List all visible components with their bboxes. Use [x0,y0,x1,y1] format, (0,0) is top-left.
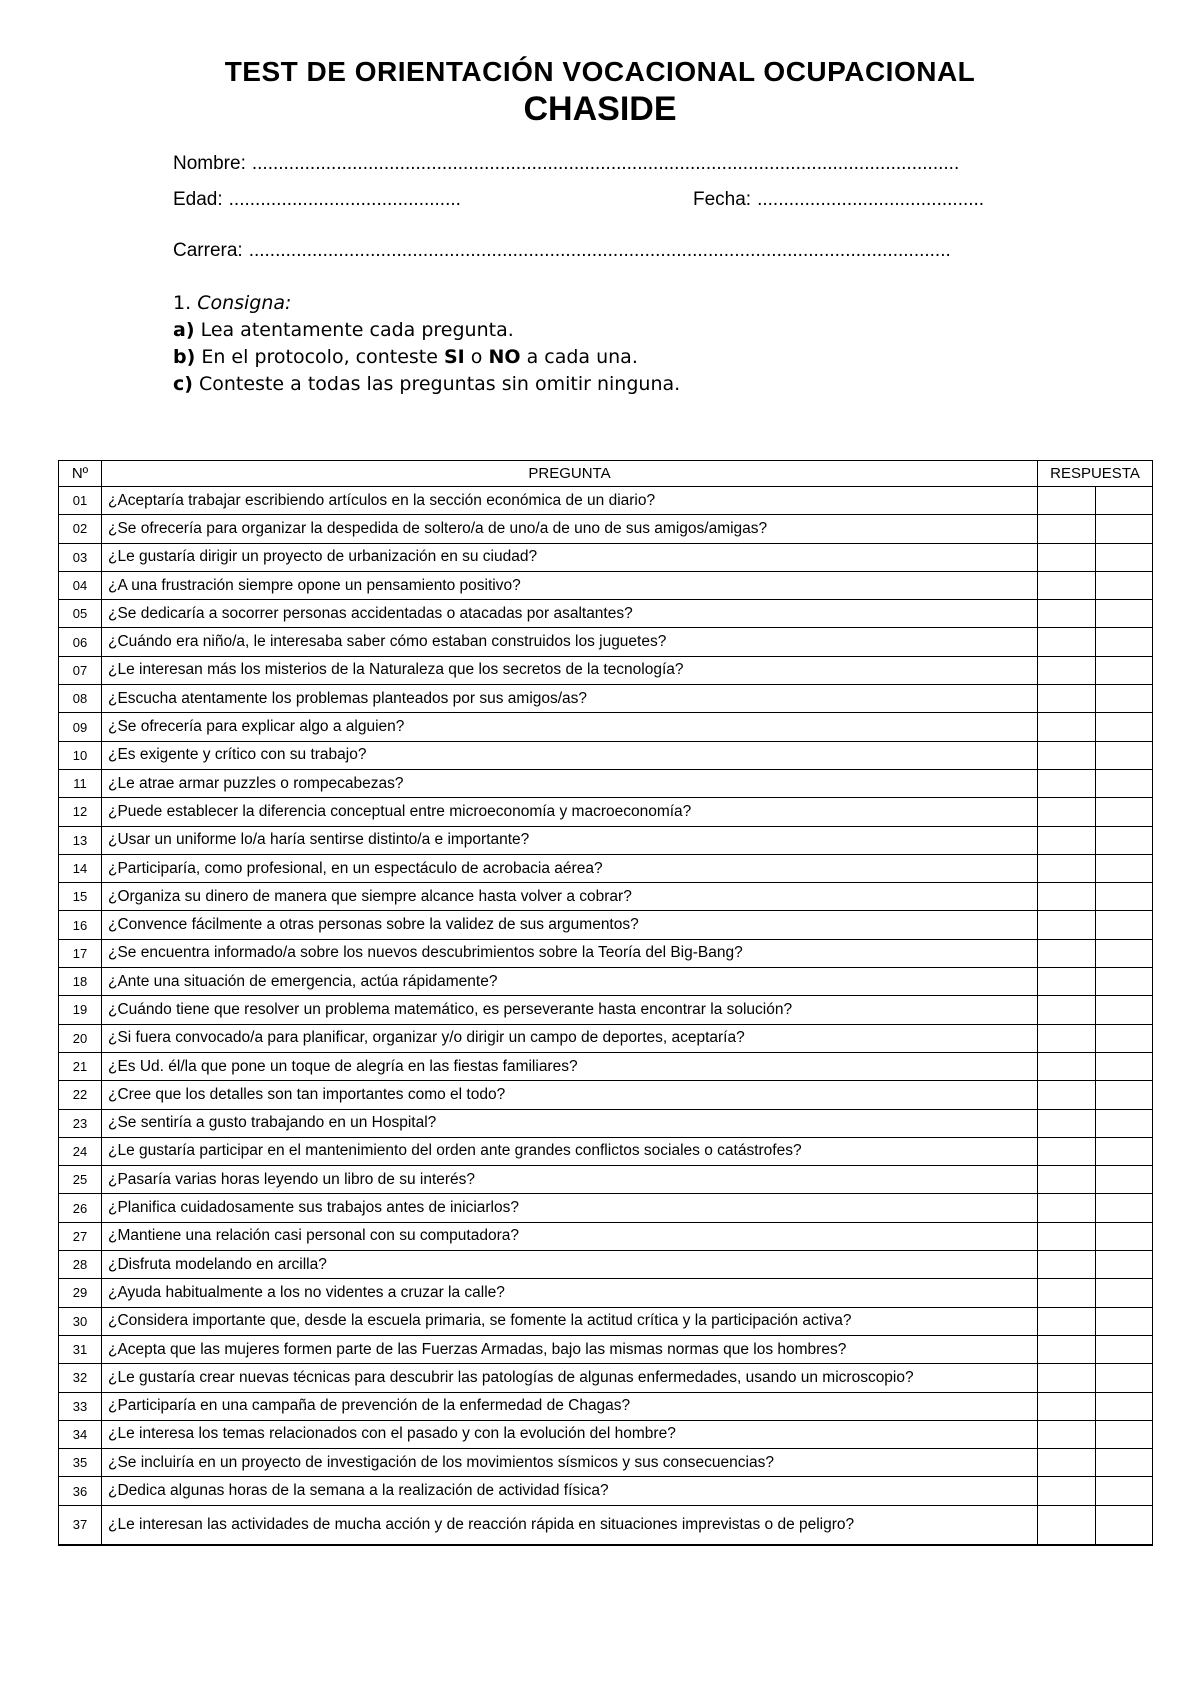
answer-cell-b[interactable] [1095,826,1153,854]
answer-cell-b[interactable] [1095,628,1153,656]
answer-cell-a[interactable] [1038,1335,1096,1363]
question-number: 18 [59,968,102,996]
answer-cell-a[interactable] [1038,1392,1096,1420]
table-row [59,968,1153,996]
question-number: 16 [59,911,102,939]
fecha-blank[interactable]: ........................................... [757,189,985,210]
carrera-blank[interactable]: ..................................................................................................................................... [248,240,951,261]
answer-cell-b[interactable] [1095,1477,1153,1505]
question-number: 33 [59,1392,102,1420]
question-text: ¿Si fuera convocado/a para planificar, organizar y/o dirigir un campo de deportes, aceptaría? [102,1024,1038,1052]
question-text: ¿Convence fácilmente a otras personas sobre la validez de sus argumentos? [102,911,1038,939]
question-number: 19 [59,996,102,1024]
nombre-label: Nombre: [173,153,246,174]
answer-cell-a[interactable] [1038,487,1096,515]
question-text: ¿Aceptaría trabajar escribiendo artículos en la sección económica de un diario? [102,487,1038,515]
question-text: ¿Planifica cuidadosamente sus trabajos antes de iniciarlos? [102,1194,1038,1222]
instruction-b-no: NO [488,346,521,368]
question-text: ¿Es exigente y crítico con su trabajo? [102,741,1038,769]
answer-cell-b[interactable] [1095,1307,1153,1335]
carrera-field[interactable] [173,240,951,262]
answer-cell-a[interactable] [1038,1109,1096,1137]
question-number: 12 [59,798,102,826]
question-text: ¿Organiza su dinero de manera que siempre alcance hasta volver a cobrar? [102,883,1038,911]
table-row [59,939,1153,967]
answer-cell-b[interactable] [1095,1279,1153,1307]
table-row [59,883,1153,911]
question-text: ¿Considera importante que, desde la escuela primaria, se fomente la actitud crítica y la participación activa? [102,1307,1038,1335]
question-number: 02 [59,515,102,543]
table-row [59,1335,1153,1363]
question-text: ¿Se sentiría a gusto trabajando en un Hospital? [102,1109,1038,1137]
table-row [59,1081,1153,1109]
nombre-field[interactable] [173,153,959,175]
table-row [59,1052,1153,1080]
table-row [59,1251,1153,1279]
answer-cell-a[interactable] [1038,854,1096,882]
question-text: ¿Escucha atentamente los problemas planteados por sus amigos/as? [102,685,1038,713]
questions-table [58,460,1153,1546]
instruction-a [173,317,680,344]
table-row [59,1194,1153,1222]
table-row [59,1279,1153,1307]
answer-cell-b[interactable] [1095,996,1153,1024]
answer-cell-a[interactable] [1038,713,1096,741]
table-row [59,1024,1153,1052]
question-text: ¿Puede establecer la diferencia conceptual entre microeconomía y macroeconomía? [102,798,1038,826]
question-text: ¿Le gustaría participar en el mantenimiento del orden ante grandes conflictos sociales o catástrofes? [102,1137,1038,1165]
questions-body [59,487,1153,1545]
question-text: ¿Se dedicaría a socorrer personas accidentadas o atacadas por asaltantes? [102,600,1038,628]
answer-cell-a[interactable] [1038,1449,1096,1477]
edad-field[interactable] [173,189,461,211]
answer-cell-b[interactable] [1095,713,1153,741]
answer-cell-b[interactable] [1095,1109,1153,1137]
table-row [59,713,1153,741]
question-number: 26 [59,1194,102,1222]
answer-cell-b[interactable] [1095,1392,1153,1420]
answer-cell-b[interactable] [1095,515,1153,543]
question-number: 14 [59,854,102,882]
table-row [59,1137,1153,1165]
question-number: 24 [59,1137,102,1165]
answer-cell-b[interactable] [1095,741,1153,769]
question-text: ¿Ante una situación de emergencia, actúa rápidamente? [102,968,1038,996]
question-text: ¿Usar un uniforme lo/a haría sentirse distinto/a e importante? [102,826,1038,854]
table-row [59,911,1153,939]
table-row [59,1477,1153,1505]
instruction-b-text-1: En el protocolo, conteste [201,346,438,368]
table-row [59,1449,1153,1477]
table-row [59,1420,1153,1448]
answer-cell-a[interactable] [1038,571,1096,599]
instruction-a-letter: a) [173,319,195,341]
answer-cell-b[interactable] [1095,571,1153,599]
question-number: 21 [59,1052,102,1080]
answer-cell-a[interactable] [1038,1024,1096,1052]
answer-cell-a[interactable] [1038,685,1096,713]
instruction-b [173,344,680,371]
answer-cell-b[interactable] [1095,1222,1153,1250]
table-row [59,656,1153,684]
table-row [59,600,1153,628]
question-text: ¿Participaría en una campaña de prevención de la enfermedad de Chagas? [102,1392,1038,1420]
table-row [59,769,1153,797]
question-text: ¿Le interesa los temas relacionados con el pasado y con la evolución del hombre? [102,1420,1038,1448]
table-row [59,1109,1153,1137]
answer-cell-b[interactable] [1095,600,1153,628]
nombre-blank[interactable]: ...................................................................................................................................... [251,153,960,174]
instructions-heading [173,290,680,317]
document-title: TEST DE ORIENTACIÓN VOCACIONAL OCUPACIONAL [224,56,976,87]
answer-cell-a[interactable] [1038,600,1096,628]
answer-cell-a[interactable] [1038,628,1096,656]
answer-cell-a[interactable] [1038,543,1096,571]
question-text: ¿Se encuentra informado/a sobre los nuevos descubrimientos sobre la Teoría del Big-Bang? [102,939,1038,967]
instructions-title: Consigna: [197,292,292,314]
answer-cell-a[interactable] [1038,1081,1096,1109]
table-row [59,1307,1153,1335]
answer-cell-a[interactable] [1038,1279,1096,1307]
question-text: ¿Ayuda habitualmente a los no videntes a cruzar la calle? [102,1279,1038,1307]
question-text: ¿Se ofrecería para organizar la despedida de soltero/a de uno/a de uno de sus amigos/amigas? [102,515,1038,543]
question-text: ¿Participaría, como profesional, en un espectáculo de acrobacia aérea? [102,854,1038,882]
carrera-label: Carrera: [173,240,243,261]
table-row [59,543,1153,571]
question-number: 22 [59,1081,102,1109]
question-text: ¿A una frustración siempre opone un pensamiento positivo? [102,571,1038,599]
table-row [59,826,1153,854]
instruction-b-si: SI [443,346,465,368]
question-number: 11 [59,769,102,797]
question-number: 20 [59,1024,102,1052]
table-row [59,854,1153,882]
question-text: ¿Disfruta modelando en arcilla? [102,1251,1038,1279]
answer-cell-a[interactable] [1038,1307,1096,1335]
answer-cell-a[interactable] [1038,1222,1096,1250]
answer-cell-a[interactable] [1038,1251,1096,1279]
answer-cell-a[interactable] [1038,883,1096,911]
answer-cell-a[interactable] [1038,1420,1096,1448]
question-number: 32 [59,1364,102,1392]
answer-cell-b[interactable] [1095,1420,1153,1448]
answer-cell-a[interactable] [1038,515,1096,543]
question-number: 04 [59,571,102,599]
answer-cell-b[interactable] [1095,769,1153,797]
question-number: 13 [59,826,102,854]
answer-cell-a[interactable] [1038,769,1096,797]
edad-label: Edad: [173,189,223,210]
question-number: 03 [59,543,102,571]
answer-cell-b[interactable] [1095,1505,1153,1545]
question-number: 17 [59,939,102,967]
answer-cell-a[interactable] [1038,968,1096,996]
table-row [59,798,1153,826]
table-row [59,1392,1153,1420]
table-row [59,628,1153,656]
answer-cell-b[interactable] [1095,1251,1153,1279]
table-row [59,1166,1153,1194]
answer-cell-b[interactable] [1095,1024,1153,1052]
answer-cell-b[interactable] [1095,1335,1153,1363]
answer-cell-b[interactable] [1095,968,1153,996]
question-number: 30 [59,1307,102,1335]
fecha-label: Fecha: [693,189,752,210]
answer-cell-b[interactable] [1095,1052,1153,1080]
edad-blank[interactable]: ............................................ [228,189,461,210]
instruction-b-letter: b) [173,346,196,368]
question-number: 36 [59,1477,102,1505]
answer-cell-b[interactable] [1095,685,1153,713]
answer-cell-a[interactable] [1038,1137,1096,1165]
answer-cell-b[interactable] [1095,1194,1153,1222]
answer-cell-a[interactable] [1038,1477,1096,1505]
table-row [59,515,1153,543]
instruction-c-letter: c) [173,373,193,395]
question-number: 31 [59,1335,102,1363]
question-text: ¿Dedica algunas horas de la semana a la realización de actividad física? [102,1477,1038,1505]
answer-cell-a[interactable] [1038,741,1096,769]
question-text: ¿Cree que los detalles son tan importantes como el todo? [102,1081,1038,1109]
answer-cell-a[interactable] [1038,1364,1096,1392]
question-text: ¿Le gustaría dirigir un proyecto de urbanización en su ciudad? [102,543,1038,571]
question-number: 07 [59,656,102,684]
header-answer: RESPUESTA [1038,461,1153,487]
question-number: 29 [59,1279,102,1307]
question-text: ¿Cuándo era niño/a, le interesaba saber cómo estaban construidos los juguetes? [102,628,1038,656]
answer-cell-b[interactable] [1095,1081,1153,1109]
question-number: 35 [59,1449,102,1477]
question-number: 28 [59,1251,102,1279]
header-question: PREGUNTA [102,461,1038,487]
table-row [59,487,1153,515]
answer-cell-a[interactable] [1038,1194,1096,1222]
answer-cell-b[interactable] [1095,939,1153,967]
answer-cell-b[interactable] [1095,487,1153,515]
instruction-b-text-2: a cada una. [526,346,638,368]
question-number: 10 [59,741,102,769]
answer-cell-b[interactable] [1095,854,1153,882]
question-number: 08 [59,685,102,713]
instruction-c [173,371,680,398]
question-text: ¿Cuándo tiene que resolver un problema matemático, es perseverante hasta encontrar la solución? [102,996,1038,1024]
question-text: ¿Le gustaría crear nuevas técnicas para descubrir las patologías de algunas enfermedades, usando un microscopio? [102,1364,1038,1392]
question-text: ¿Le interesan más los misterios de la Naturaleza que los secretos de la tecnología? [102,656,1038,684]
fecha-field[interactable] [693,189,984,211]
table-row [59,996,1153,1024]
question-number: 09 [59,713,102,741]
answer-cell-a[interactable] [1038,798,1096,826]
instruction-c-text: Conteste a todas las preguntas sin omitir ninguna. [199,373,681,395]
question-number: 23 [59,1109,102,1137]
instruction-b-o: o [470,346,483,368]
answer-cell-b[interactable] [1095,911,1153,939]
question-number: 15 [59,883,102,911]
instructions [173,290,680,398]
answer-cell-a[interactable] [1038,1505,1096,1545]
document-subtitle: CHASIDE [523,90,677,128]
question-text: ¿Le interesan las actividades de mucha acción y de reacción rápida en situaciones imprevistas o de peligro? [102,1505,1038,1545]
question-number: 01 [59,487,102,515]
answer-cell-b[interactable] [1095,1166,1153,1194]
question-number: 37 [59,1505,102,1545]
question-number: 05 [59,600,102,628]
answer-cell-a[interactable] [1038,911,1096,939]
question-number: 34 [59,1420,102,1448]
table-row [59,685,1153,713]
answer-cell-b[interactable] [1095,1137,1153,1165]
question-text: ¿Mantiene una relación casi personal con su computadora? [102,1222,1038,1250]
answer-cell-b[interactable] [1095,543,1153,571]
answer-cell-a[interactable] [1038,656,1096,684]
question-number: 25 [59,1166,102,1194]
answer-cell-b[interactable] [1095,798,1153,826]
answer-cell-a[interactable] [1038,1052,1096,1080]
question-text: ¿Es Ud. él/la que pone un toque de alegría en las fiestas familiares? [102,1052,1038,1080]
table-row [59,571,1153,599]
question-text: ¿Se incluiría en un proyecto de investigación de los movimientos sísmicos y sus consecuencias? [102,1449,1038,1477]
answer-cell-b[interactable] [1095,1449,1153,1477]
answer-cell-b[interactable] [1095,656,1153,684]
question-text: ¿Pasaría varias horas leyendo un libro de su interés? [102,1166,1038,1194]
instruction-a-text: Lea atentamente cada pregunta. [200,319,514,341]
question-text: ¿Le atrae armar puzzles o rompecabezas? [102,769,1038,797]
question-text: ¿Se ofrecería para explicar algo a alguien? [102,713,1038,741]
question-text: ¿Acepta que las mujeres formen parte de las Fuerzas Armadas, bajo las mismas normas que los hombres? [102,1335,1038,1363]
table-header-row [59,461,1153,487]
header-number: Nº [59,461,102,487]
answer-cell-b[interactable] [1095,1364,1153,1392]
instructions-number: 1. [173,292,192,314]
answer-cell-b[interactable] [1095,883,1153,911]
question-number: 27 [59,1222,102,1250]
table-row [59,741,1153,769]
table-row [59,1505,1153,1545]
table-row [59,1364,1153,1392]
table-row [59,1222,1153,1250]
answer-cell-a[interactable] [1038,939,1096,967]
answer-cell-a[interactable] [1038,826,1096,854]
question-number: 06 [59,628,102,656]
answer-cell-a[interactable] [1038,996,1096,1024]
answer-cell-a[interactable] [1038,1166,1096,1194]
